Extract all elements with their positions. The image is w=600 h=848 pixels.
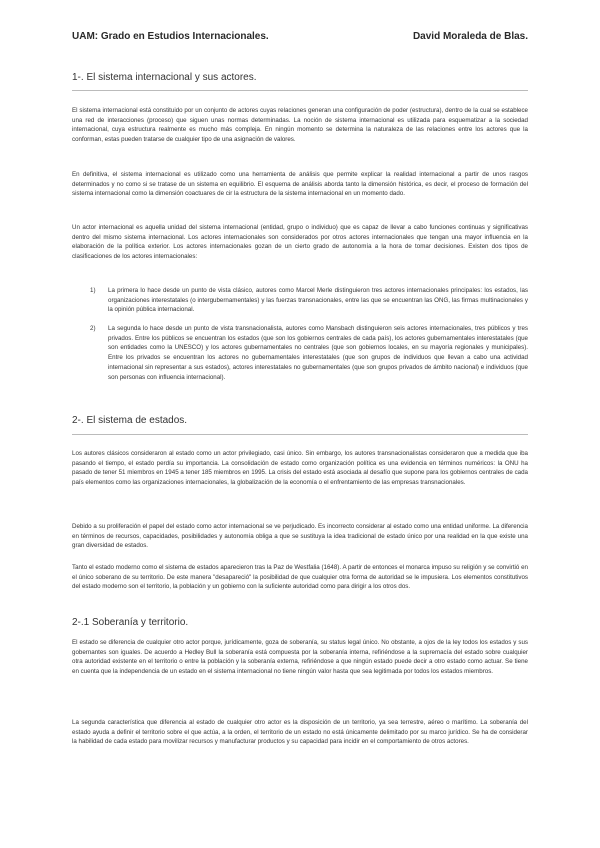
section-2-1-paragraph-1: El estado se diferencia de cualquier otro actor porque, jurídicamente, goza de soberanía, su status legal único. No obstante, a ojos de la ley todos los estados y sus gobernantes son iguales. De acuerdo a Hedley Bull la soberanía está compuesta por la soberanía interna, refiriéndose a la supremacía del estado sobre cualquier otra autoridad existente en el territorio o entre la población y la soberanía externa, refiriéndose a que ningún estado puede decir a otro estado como actuar. Se tiene en cuenta que la independencia de un estado en el sistema internacional no tiene ningún valor hasta que sea legitimada por todos los estados miembros. [72,639,528,676]
section-1-paragraph-3: Un actor internacional es aquella unidad del sistema internacional (entidad, grupo o individuo) que es capaz de llevar a cabo funciones continuas y significativas dentro del mismo sistema internacional. Los actores internacionales son considerados por otros actores internacionales que tengan una mayor influencia en la elaboración de la política exterior. Los actores internacionales gozan de un cierto grado de autonomía a la hora de tomar decisiones. Existen dos tipos de clasificaciones de los actores internacionales: [72,224,528,261]
list-item-number: 2) [90,325,96,332]
header-left: UAM: Grado en Estudios Internacionales. [72,31,269,42]
section-1-paragraph-2: En definitiva, el sistema internacional es utilizado como una herramienta de análisis que permite explicar la realidad internacional a partir de unos rasgos determinados y no como si se tratase de un sistema en equilibrio. El esquema de análisis aborda tanto la dimensión histórica, es decir, el proceso de formación del sistema internacional como la dimensión coactuares de cir la estructura de la sistema internacional en un momento dado. [72,171,528,198]
page-header [72,31,528,42]
list-item-text: La segunda lo hace desde un punto de vista transnacionalista, autores como Mansbach distinguieron seis actores internacionales, tres públicos y tres privados. Entre los públicos se encuentran los estados (que son los gobiernos centrales de cada país), los actores gubernamentales interestatales (que son entidades como la UNESCO) y los actores gubernamentales no centrales (que son gobiernos locales, en su mayoría regionales y municipales). Entre los privados se encuentran los actores no gubernamentales interestatales (que son grupos de individuos que llevan a cabo una actividad internacional sin representar a sus estados), actores interestatales no gubernamentales (que son grupos privados de ámbito nacional) e individuos (que son personas con influencia internacional). [108,325,528,381]
header-right: David Moraleda de Blas. [412,31,528,42]
section-2-paragraph-2: Debido a su proliferación el papel del estado como actor internacional se ve perjudicado. Es incorrecto considerar al estado como una entidad uniforme. La diferencia en términos de recursos, capacidades, posibilidades y autonomía obliga a que se sustituya la idea tradicional de estado único por una realidad en la que existe una gran diversidad de estados. [72,523,528,550]
list-item-number: 1) [90,287,96,294]
list-item-text: La primera lo hace desde un punto de vista clásico, autores como Marcel Merle distinguieron tres actores internacionales principales: los estados, las organizaciones interestatales (o intergubernamentales) y las fuerzas transnacionales, entre las que se encuentran las ONG, las firmas multinacionales y la opinión pública internacional. [108,287,528,314]
section-1-paragraph-1: El sistema internacional está constituido por un conjunto de actores cuyas relaciones generan una configuración de poder (estructura), dentro de la cual se establece una red de interacciones (proceso) que siguen unas normas determinadas. La noción de sistema internacional es utilizada para esquematizar a la sociedad internacional, cuya estructura realmente es mucho más compleja. En ningún momento se determina la naturaleza de las relaciones entre los actores que la conforman, estas pueden tratarse de cualquier tipo de una asignación de valores. [72,107,528,144]
section-2-title: 2-. El sistema de estados. [72,415,188,426]
section-1-rule [72,90,528,91]
section-2-1-title: 2-.1 Soberanía y territorio. [72,617,189,628]
section-2-paragraph-1: Los autores clásicos consideraron al estado como un actor privilegiado, casi único. Sin embargo, los autores transnacionalistas consideraron que a medida que iba pasando el tiempo, el estado perdía su importancia. La consolidación de estado como organización política es una evidencia en términos numéricos: la ONU ha pasado de tener 51 miembros en 1945 a tener 185 miembros en 1995. La crisis del estado está asociada al desafío que supone para los gobiernos centrales de cada país elementos como las organizaciones internacionales, la globalización de la economía o el enfrentamiento de las empresas transnacionales. [72,450,528,487]
section-1-title: 1-. El sistema internacional y sus actores. [72,72,257,83]
section-2-rule [72,434,528,435]
section-2-1-paragraph-2: La segunda característica que diferencia al estado de cualquier otro actor es la disposición de un territorio, ya sea terrestre, aéreo o marítimo. La soberanía del estado ayuda a definir el territorio sobre el que actúa, a la orden, el territorio de un estado no está únicamente delimitado por su marco jurídico. Se ha de considerar la habilidad de cada estado para movilizar recursos y manufacturar productos y su capacidad para incidir en el comportamiento de otros actores. [72,719,528,746]
section-2-paragraph-3: Tanto el estado moderno como el sistema de estados aparecieron tras la Paz de Westfalia (1648). A partir de entonces el monarca impuso su religión y se convirtió en el único soberano de su territorio. De este manera "desapareció" la posibilidad de que cualquier otra forma de autoridad se le impusiera. Los elementos constitutivos del estado moderno son el territorio, la población y un gobierno con la suficiente autoridad como para dirigir a los otros dos. [72,564,528,591]
